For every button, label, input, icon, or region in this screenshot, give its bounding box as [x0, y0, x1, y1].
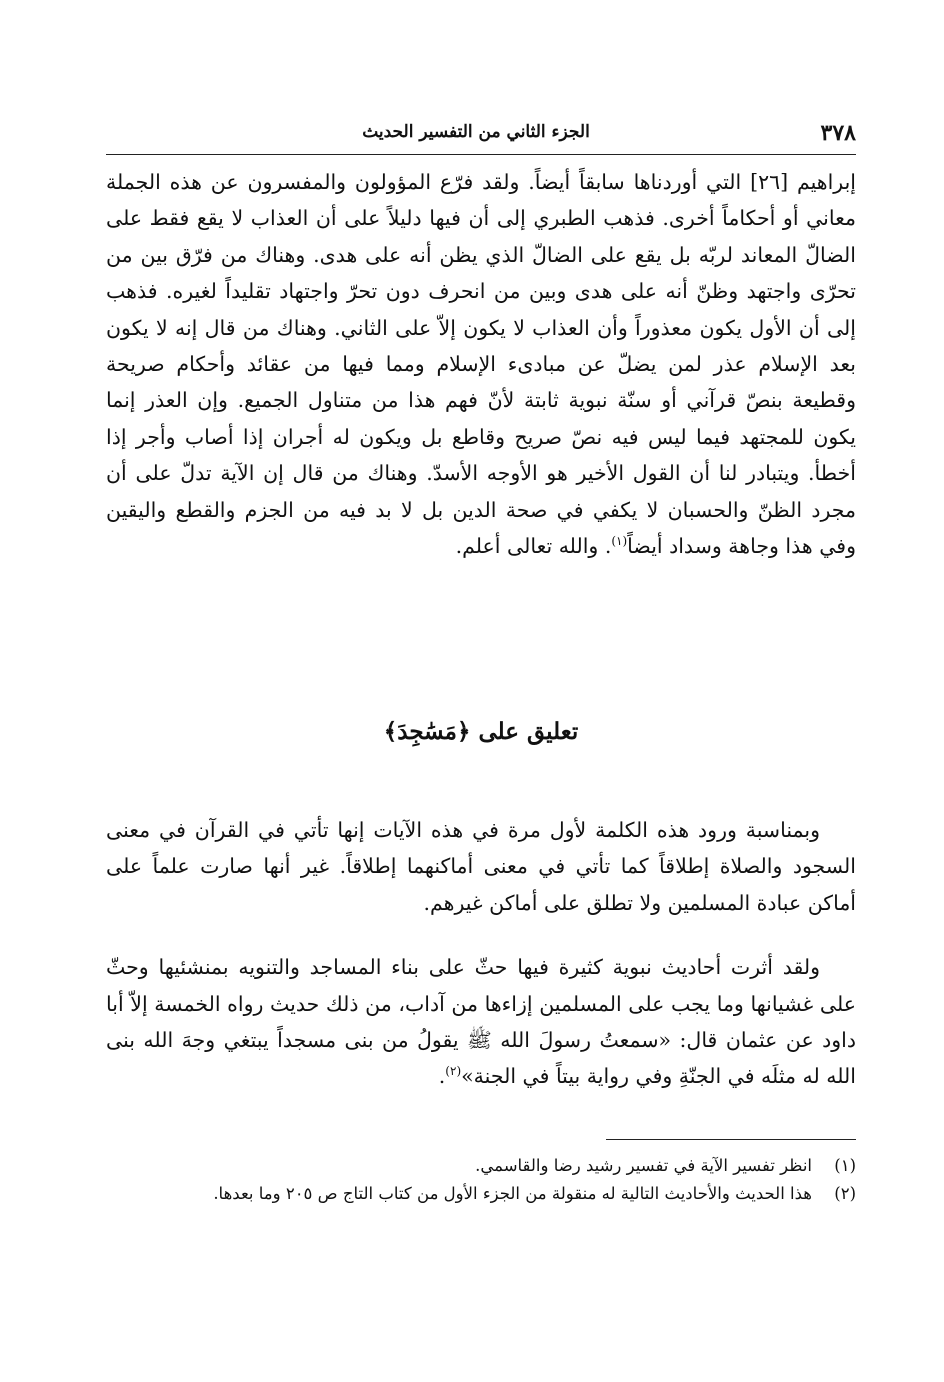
footnote-number: (١): [834, 1156, 856, 1175]
section-paragraph-2: [106, 949, 856, 1095]
main-paragraph: [106, 164, 856, 564]
section-paragraph-2-end: .: [438, 1064, 446, 1089]
main-text: [106, 164, 856, 564]
section-paragraph-1: وبمناسبة ورود هذه الكلمة لأول مرة في هذه الآيات إنها تأتي في القرآن في معنى السجود والصلاة إطلاقاً كما تأتي في معنى أماكنهما إطلاقاً. غير أنها صارت علماً على أماكن عبادة المسلمين ولا تطلق على أماكن غيرهم.: [106, 818, 856, 915]
footnote-text: هذا الحديث والأحاديث التالية له منقولة من الجزء الأول من كتاب التاج ص ٢٠٥ وما بعدها.: [213, 1184, 812, 1203]
book-page: [106, 0, 856, 1382]
footnote-2: [106, 1180, 856, 1208]
main-paragraph-text: إبراهيم [٢٦] التي أوردناها سابقاً أيضاً. ولقد فرّع المؤولون والمفسرون عن هذه الجملة معاني أو أحكاماً أخرى. فذهب الطبري إلى أن فيها دليلاً على أن العذاب لا يقع فقط على الضالّ المعاند لربّه بل يقع على الضالّ الذي يظن أنه على هدى. وهناك من فرّق بين من تحرّى واجتهد وظنّ أنه على هدى وبين من انحرف دون تحرّ واجتهاد تقليداً لغيره. فذهب إلى أن الأول يكون معذوراً وأن العذاب لا يكون إلاّ على الثاني. وهناك من قال إنه لا يكون بعد الإسلام عذر لمن يضلّ عن مبادىء الإسلام ومما فيها من عقائد وأحكام صريحة وقطيعة بنصّ قرآني أو سنّة نبوية ثابتة لأنّ فهم هذا من متناول الجميع. وإن العذر إنما يكون للمجتهد فيما ليس فيه نصّ صريح وقاطع بل ويكون له أجران إذا أصاب وأجر إذا أخطأ. ويتبادر لنا أن القول الأخير هو الأوجه الأسدّ. وهناك من قال إن الآية تدلّ على أن مجرد الظنّ والحسبان لا يكفي في صحة الدين بل لا بد فيه من الجزم والقطع واليقين وفي هذا وجاهة وسداد أيضاً: [106, 170, 857, 559]
section-paragraph-2-text: ولقد أثرت أحاديث نبوية كثيرة فيها حثّ على بناء المساجد والتنويه بمنشئيها وحثّ على غشيانها وما يجب على المسلمين إزاءها من آداب، من ذلك حديث رواه الخمسة إلاّ أبا داود عن عثمان قال: «سمعتُ رسولَ الله ﷺ يقولُ من بنى مسجداً يبتغي وجهَ الله بنى الله له مثلَه في الجنّةِ وفي رواية بيتاً في الجنة»: [106, 955, 856, 1089]
main-paragraph-ending: . والله تعالى أعلم.: [455, 534, 612, 559]
page-header: [106, 118, 856, 155]
section-heading: تعليق على ﴿مَسَٰجِدَ﴾: [383, 718, 579, 745]
footnote-1: [106, 1152, 856, 1180]
running-title: الجزء الثاني من التفسير الحديث: [362, 122, 590, 142]
section-body: [106, 812, 856, 1123]
footnote-divider: [606, 1139, 856, 1140]
footnote-number: (٢): [834, 1184, 856, 1203]
footnote-text: انظر تفسير الآية في تفسير رشيد رضا والقاسمي.: [475, 1156, 812, 1175]
page-number: ٣٧٨: [820, 120, 856, 146]
footnotes: [106, 1152, 856, 1208]
footnote-ref-1: (١): [611, 534, 628, 549]
footnote-ref-2: (٢): [445, 1064, 462, 1079]
